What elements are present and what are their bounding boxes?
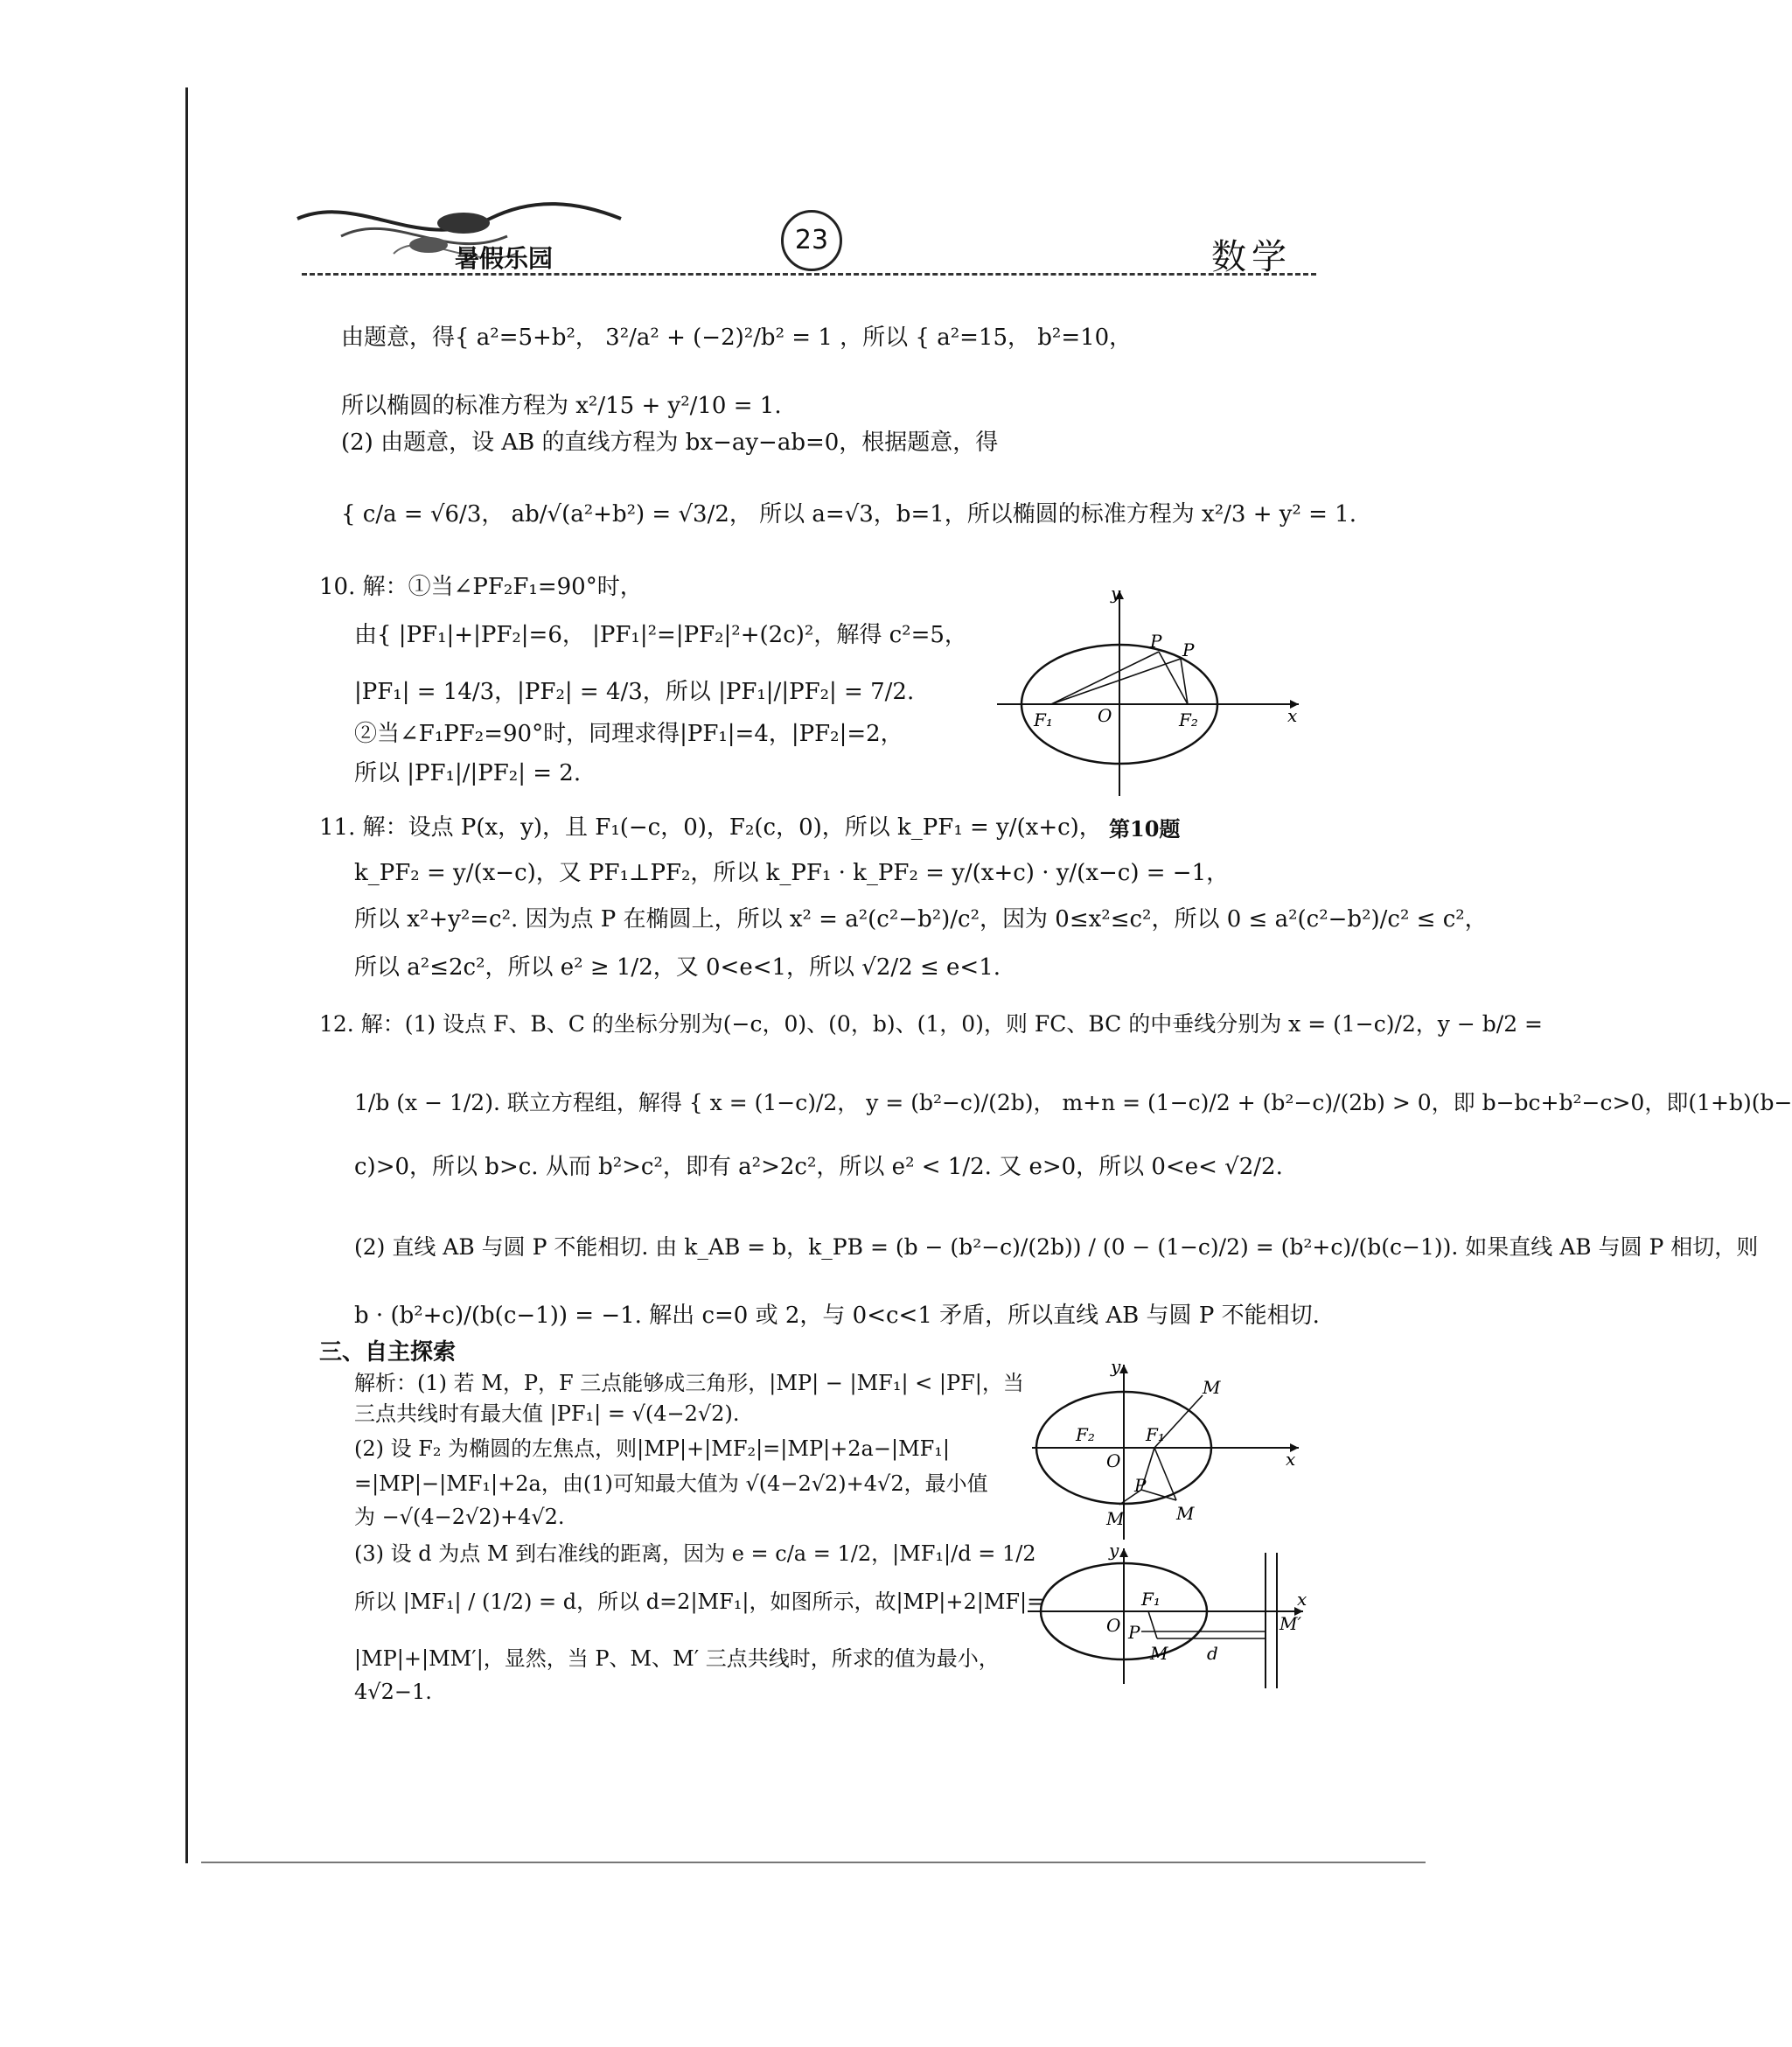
- text-line: 所以 |PF₁|/|PF₂| = 2.: [354, 760, 582, 786]
- text-line: 所以椭圆的标准方程为 x²/15 + y²/10 = 1.: [341, 393, 782, 419]
- figure-explore-1: [1023, 1356, 1312, 1544]
- text-line: c)>0，所以 b>c. 从而 b²>c²，即有 a²>2c²，所以 e² < 1/2. 又 e>0，所以 0<e< √2/2.: [354, 1154, 1283, 1180]
- text-line: 由题意，得{ a²=5+b²， 3²/a² + (−2)²/b² = 1 ，所以 { a²=15， b²=10，: [341, 325, 1133, 351]
- e2-label-y: y: [1109, 1540, 1119, 1561]
- text-line: 所以 a²≤2c²，所以 e² ≥ 1/2，又 0<e<1，所以 √2/2 ≤ e<1.: [354, 954, 1001, 981]
- banner-text: 暑假乐园: [455, 244, 554, 273]
- fig10-label-p2: P: [1182, 639, 1195, 660]
- fig10-label-p1: P: [1150, 631, 1162, 652]
- e1-label-y: y: [1111, 1356, 1121, 1377]
- fig10-label-o: O: [1098, 705, 1112, 726]
- fig10-label-x: x: [1287, 705, 1298, 726]
- text-line: (2) 直线 AB 与圆 P 不能相切. 由 k_AB = b，k_PB = (b − (b²−c)/(2b)) / (0 − (1−c)/2) = (b²+c)/(b(c−1)). 如果直线 AB 与圆 P 相切，则: [354, 1234, 1759, 1260]
- page-number: 23: [781, 210, 842, 271]
- figure-explore-2: [1019, 1540, 1316, 1693]
- text-line: k_PF₂ = y/(x−c)，又 PF₁⊥PF₂，所以 k_PF₁ · k_PF₂ = y/(x+c) · y/(x−c) = −1，: [354, 860, 1230, 886]
- e2-label-x: x: [1297, 1589, 1307, 1610]
- subject-title: 数学: [1211, 237, 1292, 277]
- text-line: (2) 设 F₂ 为椭圆的左焦点，则|MP|+|MF₂|=|MP|+2a−|MF₁|: [354, 1436, 950, 1461]
- e2-label-m: M: [1150, 1643, 1168, 1664]
- section-heading: 三、自主探索: [319, 1339, 457, 1366]
- text-line: { c/a = √6/3， ab/√(a²+b²) = √3/2， 所以 a=√3，b=1，所以椭圆的标准方程为 x²/3 + y² = 1.: [341, 501, 1356, 527]
- text-line: 12. 解：(1) 设点 F、B、C 的坐标分别为(−c，0)、(0，b)、(1，0)，则 FC、BC 的中垂线分别为 x = (1−c)/2，y − b/2 =: [319, 1011, 1544, 1037]
- e1-label-m2: M: [1106, 1508, 1125, 1529]
- text-line: 所以 x²+y²=c². 因为点 P 在椭圆上，所以 x² = a²(c²−b²)/c²，因为 0≤x²≤c²，所以 0 ≤ a²(c²−b²)/c² ≤ c²，: [354, 906, 1488, 933]
- e2-label-d: d: [1207, 1643, 1218, 1664]
- text-line: =|MP|−|MF₁|+2a，由(1)可知最大值为 √(4−2√2)+4√2，最小值: [354, 1471, 988, 1496]
- figure-10: [980, 577, 1312, 805]
- text-line: 10. 解：①当∠PF₂F₁=90°时，: [319, 574, 643, 600]
- text-line: ②当∠F₁PF₂=90°时，同理求得|PF₁|=4，|PF₂|=2，: [354, 721, 903, 747]
- e1-label-f2: F₂: [1076, 1424, 1095, 1445]
- text-line: (3) 设 d 为点 M 到右准线的距离，因为 e = c/a = 1/2，|MF₁|/d = 1/2: [354, 1541, 1036, 1566]
- e2-label-f1: F₁: [1141, 1589, 1161, 1610]
- text-line: b · (b²+c)/(b(c−1)) = −1. 解出 c=0 或 2，与 0<c<1 矛盾，所以直线 AB 与圆 P 不能相切.: [354, 1303, 1320, 1329]
- e1-label-o: O: [1106, 1450, 1121, 1471]
- fig10-label-f1: F₁: [1034, 709, 1053, 730]
- header-decoration: [289, 184, 673, 280]
- text-line: 三点共线时有最大值 |PF₁| = √(4−2√2).: [354, 1401, 740, 1426]
- text-line: 1/b (x − 1/2). 联立方程组，解得 { x = (1−c)/2， y = (b²−c)/(2b)， m+n = (1−c)/2 + (b²−c)/(2b) > 0，即 b−bc+b²−c>0，即(1+b)(b−: [354, 1090, 1792, 1115]
- e1-label-m3: M: [1176, 1503, 1195, 1524]
- figure-10-caption: 第10题: [1109, 816, 1181, 842]
- text-line: 解析：(1) 若 M，P，F 三点能够成三角形，|MP| − |MF₁| < |PF|，当: [354, 1371, 1024, 1395]
- text-line: 4√2−1.: [354, 1680, 432, 1704]
- header-dashed-rule: [302, 273, 1316, 276]
- text-line: |PF₁| = 14/3，|PF₂| = 4/3，所以 |PF₁|/|PF₂| = 7/2.: [354, 679, 915, 705]
- e2-label-mprime: M′: [1280, 1613, 1302, 1634]
- left-margin-line: [185, 87, 188, 1863]
- e2-label-o: O: [1106, 1615, 1121, 1636]
- text-line: 11. 解：设点 P(x，y)，且 F₁(−c，0)，F₂(c，0)，所以 k_PF₁ = y/(x+c)，: [319, 814, 1102, 841]
- fig10-label-f2: F₂: [1179, 709, 1198, 730]
- fig10-label-y: y: [1111, 583, 1121, 604]
- text-line: 为 −√(4−2√2)+4√2.: [354, 1505, 565, 1529]
- e1-label-f1: F₁: [1146, 1424, 1165, 1445]
- text-line: 由{ |PF₁|+|PF₂|=6， |PF₁|²=|PF₂|²+(2c)²，解得 c²=5，: [354, 622, 967, 648]
- e1-label-m1: M: [1203, 1377, 1221, 1398]
- e2-label-p: P: [1128, 1622, 1140, 1643]
- bottom-rule: [201, 1862, 1426, 1863]
- text-line: (2) 由题意，设 AB 的直线方程为 bx−ay−ab=0，根据题意，得: [341, 430, 999, 456]
- e1-label-x: x: [1286, 1449, 1296, 1470]
- e1-label-p: P: [1134, 1475, 1147, 1496]
- text-line: 所以 |MF₁| / (1/2) = d，所以 d=2|MF₁|，如图所示，故|MP|+2|MF|=: [354, 1589, 1045, 1614]
- text-line: |MP|+|MM′|，显然，当 P、M、M′ 三点共线时，所求的值为最小，: [354, 1646, 1000, 1671]
